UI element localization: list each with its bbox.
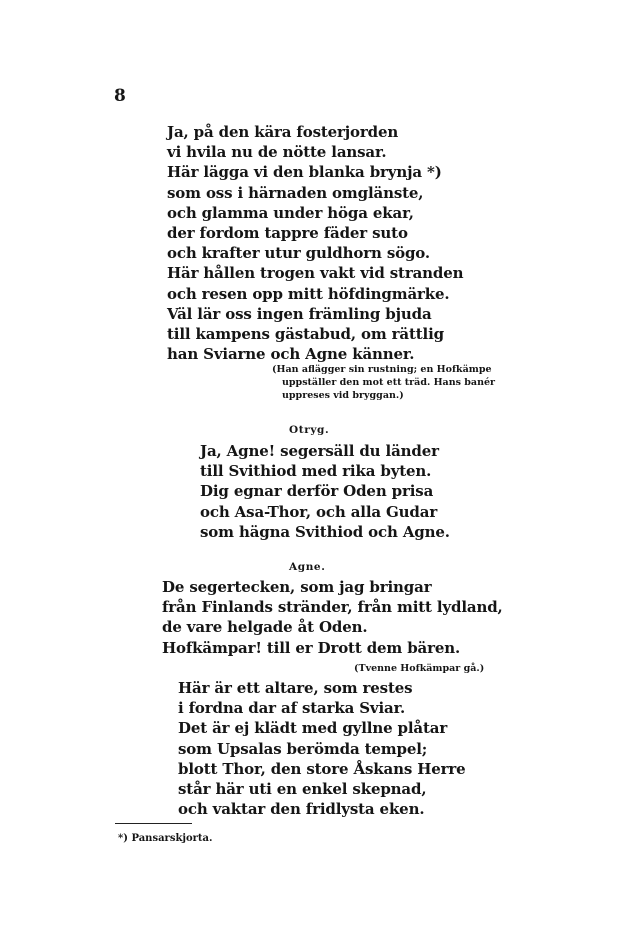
verse-line: och glamma under höga ekar, xyxy=(167,203,414,222)
verse-line: der fordom tappre fäder suto xyxy=(167,224,408,243)
verse-stanza-agne-3 xyxy=(178,678,466,819)
verse-line: blott Thor, den store Åskans Herre xyxy=(178,759,466,778)
page-number: 8 xyxy=(114,86,126,106)
verse-line: De segertecken, som jag bringar xyxy=(162,578,432,596)
stage-direction-1 xyxy=(272,363,495,402)
stage-direction-line: uppställer den mot ett träd. Hans banér xyxy=(282,377,496,388)
verse-line: i fordna dar af starka Sviar. xyxy=(178,699,406,718)
verse-line: och vaktar den fridlysta eken. xyxy=(178,800,425,819)
verse-line: och krafter utur guldhorn sögo. xyxy=(167,244,430,263)
verse-line: som hägna Svithiod och Agne. xyxy=(200,522,450,541)
footnote: *) Pansarskjorta. xyxy=(118,833,213,844)
verse-line: och resen opp mitt höfdingmärke. xyxy=(167,284,450,303)
verse-line: Ja, Agne! segersäll du länder xyxy=(200,442,439,460)
verse-line: Hofkämpar! till er Drott dem bären. xyxy=(162,638,461,657)
verse-line: de vare helgade åt Oden. xyxy=(162,618,368,637)
stage-direction-line: uppreses vid bryggan.) xyxy=(282,390,404,401)
verse-stanza-agne-2 xyxy=(162,577,503,658)
verse-line: Här är ett altare, som restes xyxy=(178,679,413,697)
verse-line: till kampens gästabud, om rättlig xyxy=(167,325,444,344)
speaker-agne: Agne. xyxy=(289,561,326,573)
verse-line: vi hvila nu de nötte lansar. xyxy=(167,143,387,162)
stage-direction-line: (Han aflägger sin rustning; en Hofkämpe xyxy=(272,364,492,375)
verse-stanza-agne-1 xyxy=(167,122,463,364)
stage-direction-2: (Tvenne Hofkämpar gå.) xyxy=(354,663,485,674)
verse-line: står här uti en enkel skepnad, xyxy=(178,780,427,799)
verse-line: Det är ej klädt med gyllne plåtar xyxy=(178,719,448,738)
verse-line: Här hållen trogen vakt vid stranden xyxy=(167,264,464,283)
verse-line: Dig egnar derför Oden prisa xyxy=(200,482,434,501)
verse-line: Ja, på den kära fosterjorden xyxy=(167,123,399,141)
verse-line: Här lägga vi den blanka brynja *) xyxy=(167,163,442,182)
verse-line: som oss i härnaden omglänste, xyxy=(167,183,424,202)
verse-line: Väl lär oss ingen främling bjuda xyxy=(167,304,432,323)
footnote-rule xyxy=(115,823,192,824)
verse-line: till Svithiod med rika byten. xyxy=(200,462,432,481)
verse-line: han Sviarne och Agne känner. xyxy=(167,345,415,364)
speaker-otryg: Otryg. xyxy=(289,424,330,436)
verse-line: från Finlands stränder, från mitt lydland, xyxy=(162,598,503,617)
verse-line: och Asa-Thor, och alla Gudar xyxy=(200,502,438,521)
verse-line: som Upsalas berömda tempel; xyxy=(178,739,428,758)
verse-stanza-otryg xyxy=(200,441,450,542)
